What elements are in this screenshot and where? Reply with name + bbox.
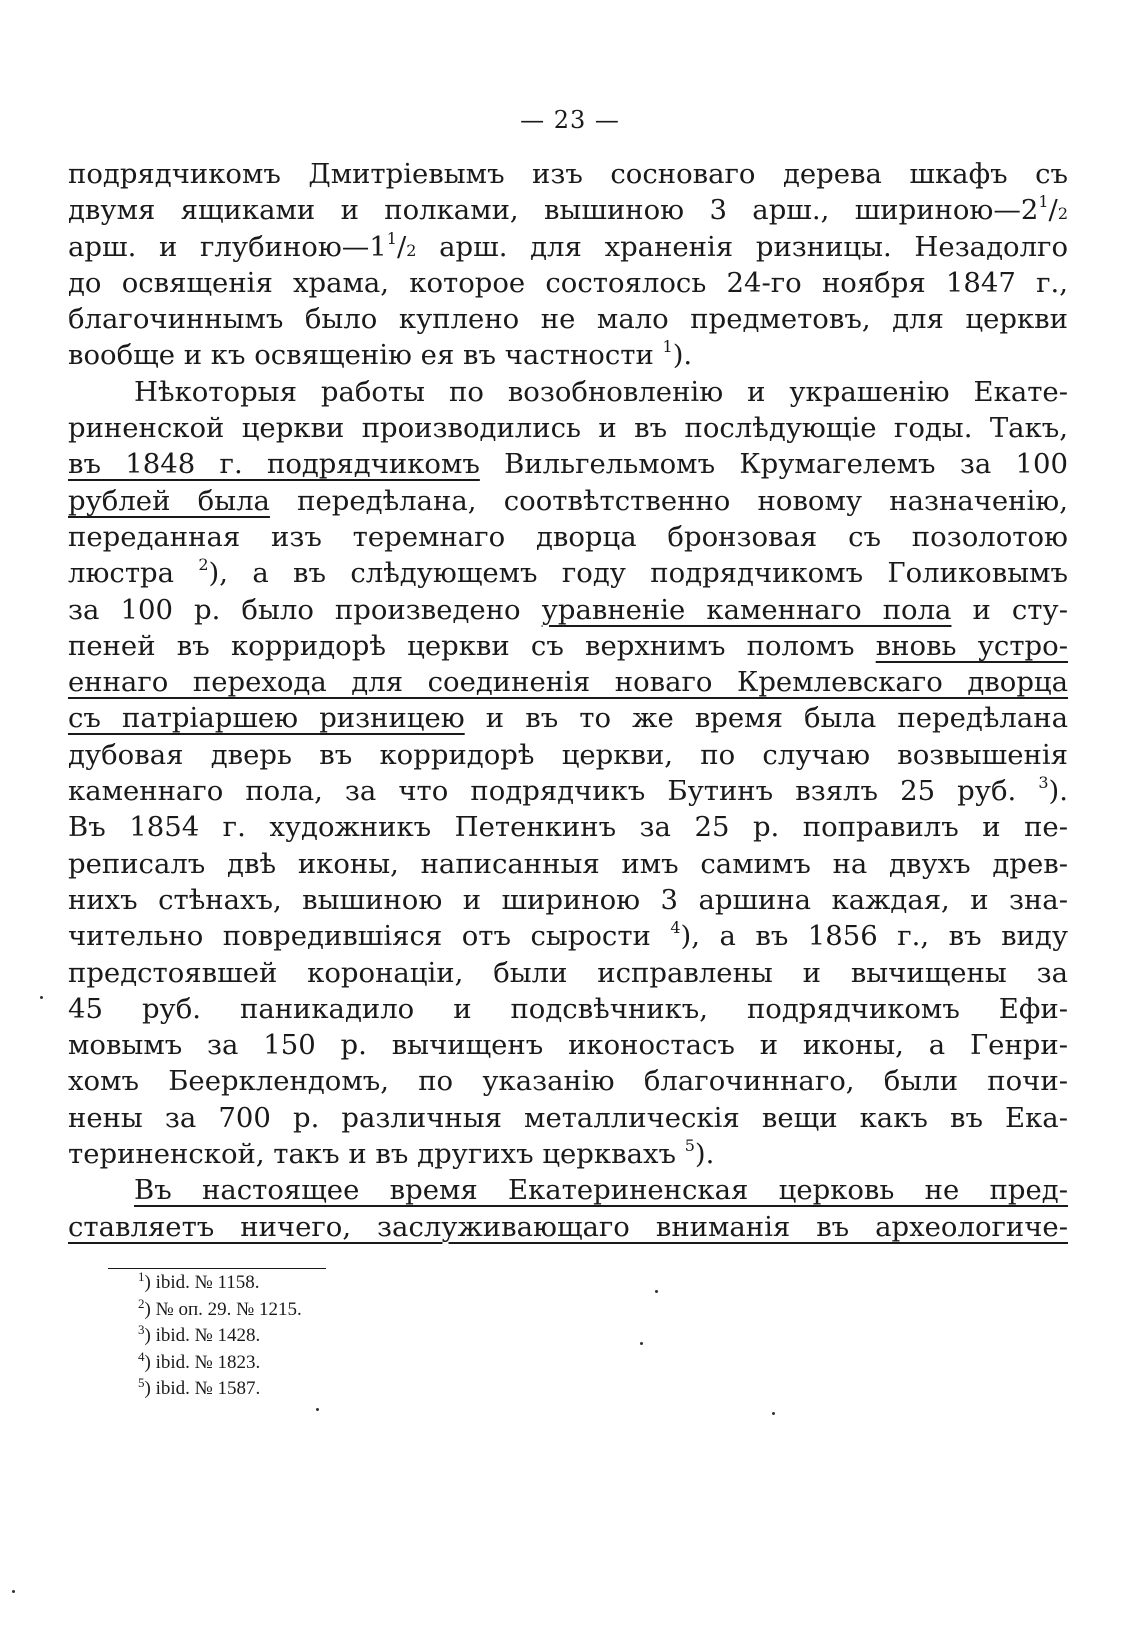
scan-speck <box>655 1290 658 1293</box>
superscript: 1 <box>662 337 673 357</box>
text-run: дубовая дверь въ корридорѣ церкви, по случаю возвышенія <box>68 738 1068 771</box>
text-run: благочиннымъ было куплено не мало предметовъ, для церкви <box>68 303 1068 336</box>
text-line <box>68 337 1068 373</box>
text-line <box>68 1027 1068 1063</box>
text-run: Нѣкоторыя работы по возобновленію и украшенію Екате- <box>134 375 1068 408</box>
footnote-number: 4 <box>138 1348 145 1364</box>
underlined-text: вновь устро- <box>875 629 1068 662</box>
scan-speck <box>40 996 43 999</box>
footnote-text: ) ibid. № 1428. <box>144 1325 261 1346</box>
text-line <box>68 1063 1068 1099</box>
fraction-denominator: 2 <box>1057 204 1068 224</box>
text-run: вообще и къ освященію ея въ частности <box>68 339 663 372</box>
text-line <box>68 1172 1068 1208</box>
text-run: люстра <box>68 557 199 590</box>
footnote-number: 3 <box>138 1322 145 1337</box>
superscript: 1 <box>386 228 397 248</box>
text-line <box>68 446 1068 482</box>
underlined-text: Въ настоящее время Екатериненская церковь не пред- <box>134 1174 1068 1207</box>
text-run: переданная изъ теремнаго дворца бронзовая съ позолотою <box>68 520 1068 553</box>
text-run: чительно повредившіяся отъ сырости <box>68 920 671 953</box>
text-line <box>68 664 1068 700</box>
underlined-text: въ 1848 г. подрядчикомъ <box>68 448 480 481</box>
text-line <box>68 991 1068 1027</box>
text-run: предстоявшей коронаціи, были исправлены и вычищены за <box>68 956 1068 989</box>
text-run: / <box>396 230 407 263</box>
footnotes <box>138 1270 538 1403</box>
text-line <box>68 374 1068 410</box>
text-run: Вильгельмомъ Крумагелемъ за 100 <box>479 448 1069 481</box>
text-run: ). <box>672 339 693 372</box>
text-run: передѣлана, соотвѣтственно новому назначенію, <box>269 484 1068 517</box>
text-run: подрядчикомъ Дмитріевымъ изъ сосноваго дерева шкафъ съ <box>68 158 1068 190</box>
text-run: и сту- <box>951 593 1068 626</box>
footnote-text: ) № оп. 29. № 1215. <box>144 1298 302 1320</box>
underlined-text: еннаго перехода для соединенія новаго Кремлевскаго дворца <box>68 666 1068 699</box>
text-line <box>68 192 1068 228</box>
text-run: за 100 р. было произведено <box>68 593 542 626</box>
text-line <box>68 229 1068 265</box>
footnote-text: ) ibid. № 1823. <box>144 1351 261 1373</box>
text-line <box>68 809 1068 845</box>
footnote <box>138 1350 538 1377</box>
footnote-number: 2 <box>138 1295 145 1311</box>
footnote <box>138 1297 538 1324</box>
text-run: каменнаго пола, за что подрядчикъ Бутинъ взялъ 25 руб. <box>68 775 1039 808</box>
text-line <box>68 628 1068 664</box>
text-run: 45 руб. паникадило и подсвѣчникъ, подрядчикомъ Ефи- <box>68 992 1068 1025</box>
underlined-text: рублей была <box>68 484 270 517</box>
text-line <box>68 483 1068 519</box>
scan-speck <box>12 1590 15 1593</box>
text-run: арш. и глубиною—1 <box>68 230 387 263</box>
superscript: 2 <box>198 555 209 575</box>
text-line <box>68 592 1068 628</box>
text-line <box>68 555 1068 591</box>
text-line <box>68 882 1068 918</box>
footnote-number: 1 <box>138 1269 145 1284</box>
footnote <box>138 1270 538 1297</box>
main-text <box>68 156 1068 1245</box>
text-run: хомъ Беерклендомъ, по указанію благочиннаго, были почи- <box>68 1065 1068 1098</box>
text-run: / <box>1048 194 1058 227</box>
text-line <box>68 301 1068 337</box>
text-run: ). <box>1048 775 1068 808</box>
text-line <box>68 955 1068 991</box>
text-run: териненской, такъ и въ другихъ церквахъ <box>68 1138 685 1171</box>
text-run: мовымъ за 150 р. вычищенъ иконостасъ и иконы, а Генри- <box>68 1029 1068 1062</box>
footnote-text: ) ibid. № 1158. <box>144 1272 260 1293</box>
text-line <box>68 846 1068 882</box>
text-line <box>68 1209 1068 1245</box>
paragraph <box>68 156 1068 374</box>
superscript: 4 <box>670 918 681 938</box>
paragraph <box>68 374 1068 1173</box>
text-line <box>68 265 1068 301</box>
text-line <box>68 1136 1068 1172</box>
text-run: нихъ стѣнахъ, вышиною и шириною 3 аршина каждая, и зна- <box>68 883 1068 916</box>
text-run: ). <box>694 1138 715 1171</box>
scan-speck <box>316 1408 319 1411</box>
text-run: ), а въ слѣдующемъ году подрядчикомъ Голиковымъ <box>208 557 1068 590</box>
text-run: реписалъ двѣ иконы, написанныя имъ самимъ на двухъ древ- <box>68 847 1068 880</box>
footnote-text: ) ibid. № 1587. <box>144 1378 261 1399</box>
scan-speck <box>640 1342 643 1345</box>
text-line <box>68 410 1068 446</box>
underlined-text: съ патріаршею ризницею <box>68 702 465 735</box>
text-line <box>68 519 1068 555</box>
text-run: ), а въ 1856 г., въ виду <box>680 920 1068 953</box>
text-line <box>68 156 1068 192</box>
text-run: нены за 700 р. различныя металлическія вещи какъ въ Ека- <box>68 1101 1068 1134</box>
text-run: арш. для храненія ризницы. Незадолго <box>416 230 1069 263</box>
scan-speck <box>772 1412 775 1415</box>
underlined-text: уравненіе каменнаго пола <box>541 593 952 626</box>
footnote-number: 5 <box>138 1375 145 1390</box>
text-line <box>68 918 1068 954</box>
paragraph <box>68 1172 1068 1245</box>
footnote <box>138 1376 538 1403</box>
superscript: 1 <box>1038 192 1049 212</box>
superscript: 3 <box>1038 773 1049 793</box>
text-line <box>68 1100 1068 1136</box>
text-run: пеней въ корридорѣ церкви съ верхнимъ поломъ <box>68 629 876 662</box>
text-run: и въ то же время была передѣлана <box>464 702 1068 735</box>
text-run: Въ 1854 г. художникъ Петенкинъ за 25 р. поправилъ и пе- <box>68 811 1068 844</box>
text-line <box>68 737 1068 773</box>
underlined-text: ставляетъ ничего, заслуживающаго вниманія въ археологиче- <box>68 1210 1068 1243</box>
fraction-denominator: 2 <box>406 240 417 260</box>
text-run: двумя ящиками и полками, вышиною 3 арш., шириною—2 <box>68 194 1039 227</box>
superscript: 5 <box>684 1136 695 1156</box>
text-run: до освященія храма, которое состоялось 24-го ноября 1847 г., <box>68 266 1068 299</box>
page-number: — 23 — <box>520 106 620 134</box>
text-line <box>68 700 1068 736</box>
text-line <box>68 773 1068 809</box>
text-run: риненской церкви производились и въ послѣдующіе годы. Такъ, <box>68 412 1068 445</box>
footnote <box>138 1323 538 1350</box>
